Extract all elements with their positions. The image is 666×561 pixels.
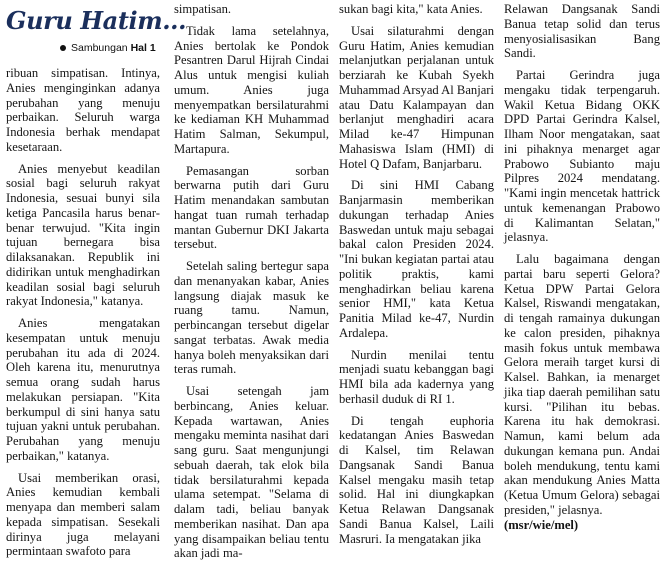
paragraph: Setelah saling bertegur sapa dan menanyakan kabar, Anies langsung diajak masuk ke ruang tamu. Namun, perbincangan tersebut digelar sangat terbatas. Awak media hanya boleh menyaksikan dari teras rumah. — [174, 259, 329, 377]
paragraph: Pemasangan sorban berwarna putih dari Guru Hatim menandakan sambutan hangat tuan rumah terhadap mantan Gubernur DKI Jakarta tersebut. — [174, 163, 329, 252]
signature-line — [504, 518, 660, 533]
paragraph: Nurdin menilai tentu menjadi suatu kebanggan bagi HMI bila ada kadernya yang berhasil duduk di RI 1. — [339, 347, 494, 406]
paragraph: Partai Gerindra juga mengaku tidak terpengaruh. Wakil Ketua Bidang OKK DPD Partai Gerindra Kalsel, Ilham Noor mengatakan, saat ini pihaknya menarget agar Prabowo Subianto maju Pilpres 2024 mendatang. "Kami ingin mencetak hattrick untuk kemenangan Prabowo di Kalimantan Selatan," jelasnya. — [504, 68, 660, 245]
paragraph: Tidak lama setelahnya, Anies bertolak ke Pondok Pesantren Darul Hijrah Cindai Alus untuk mengisi kuliah umum. Anies juga menyempatkan bersilaturahmi ke kediaman KH Muhammad Hatim Salman, Sekumpul, Martapura. — [174, 23, 329, 156]
article-header — [6, 0, 187, 62]
article-title: Guru Hatim... — [6, 6, 187, 35]
column-4 — [504, 2, 660, 532]
paragraph: Anies menyebut keadilan sosial bagi seluruh rakyat Indonesia, sesuai bunyi sila ketiga Pancasila harus benar-benar terwujud. "Kita ingin tujuan bernegara bisa dilaksanakan. Republik ini didirikan untuk menghadirkan keadilan sosial bagi seluruh rakyat Indonesia," katanya. — [6, 161, 160, 309]
paragraph: Usai silaturahmi dengan Guru Hatim, Anies kemudian melanjutkan perjalanan untuk berziarah ke Kubah Syekh Muhammad Arsyad Al Banjari atau Datu Kalampayan dan berlanjut menghadiri acara Milad ke-47 Himpunan Mahasiswa Islam (HMI) di Hotel Q Dafam, Banjarbaru. — [339, 23, 494, 171]
paragraph: sukan bagi kita," kata Anies. — [339, 2, 483, 16]
continuation-page: Hal 1 — [130, 42, 156, 54]
column-3 — [339, 2, 494, 546]
paragraph: Lalu bagaimana dengan partai baru seperti Gelora? Ketua DPW Partai Gelora Kalsel, Riswandi mengatakan, di tengah ramainya dukungan ke calon presiden, pihaknya masih fokus untuk membawa Gelora meraih target kursi di Kalsel. Bahkan, ia menarget jika tiap daerah pemilihan satu kursi. "Pilihan itu bebas. Karena itu hak demokrasi. Namun, kami belum ada dukungan kemana pun. Andai boleh mendukung, tentu kami akan mendukung Anies Matta (Ketua Umum Gelora) sebagai presiden," jelasnya. — [504, 252, 660, 517]
bullet-icon — [60, 45, 66, 51]
continuation-label: Sambungan — [71, 42, 128, 54]
paragraph: ribuan simpatisan. Intinya, Anies menginginkan adanya perubahan yang menuju perbaikan. Seluruh warga Indonesia berhak mendapat kesetaraan. — [6, 66, 160, 154]
paragraph: Anies mengatakan kesempatan untuk menuju perubahan itu ada di 2024. Oleh karena itu, menurutnya semua orang sudah harus melakukan persiapan. "Kita berkumpul di sini hanya satu tujuan yakni untuk perubahan. Perubahan yang menuju perbaikan," katanya. — [6, 316, 160, 463]
paragraph: simpatisan. — [174, 2, 232, 16]
continuation-note — [60, 42, 156, 54]
paragraph: Relawan Dangsanak Sandi Banua tetap solid dan terus menyosialisasikan Bang Sandi. — [504, 2, 660, 61]
column-2 — [174, 2, 329, 561]
column-1 — [6, 66, 160, 559]
paragraph: Usai memberikan orasi, Anies kemudian kembali menyapa dan memberi salam kepada simpatisan. Sesekali dirinya juga melayani permintaan swafoto para — [6, 470, 160, 559]
paragraph: Di sini HMI Cabang Banjarmasin memberikan dukungan terhadap Anies Baswedan untuk maju sebagai bakal calon Presiden 2024. "Ini bukan kegiatan partai atau politik praktis, kami menghadirkan beliau karena senior HMI," kata Ketua Panitia Milad ke-47, Nurdin Ardalepa. — [339, 178, 494, 340]
author-signature: (msr/wie/mel) — [504, 517, 579, 532]
paragraph: Di tengah euphoria kedatangan Anies Baswedan di Kalsel, tim Relawan Dangsanak Sandi Banua Kalsel mengaku masih tetap solid. Hal ini diungkapkan Ketua Relawan Dangsanak Sandi Banua Kalsel, Laili Masruri. Ia mengatakan jika — [339, 413, 494, 546]
paragraph: Usai setengah jam berbincang, Anies keluar. Kepada wartawan, Anies mengaku meminta nasihat dari sang guru. Saat mengunjungi sebuah daerah, tak elok bila tidak bersilaturahmi kepada ulama setempat. "Selama di dalam tadi, beliau banyak memberikan nasihat. Dan apa yang disampaikan beliau tentu akan jadi ma- — [174, 384, 329, 561]
